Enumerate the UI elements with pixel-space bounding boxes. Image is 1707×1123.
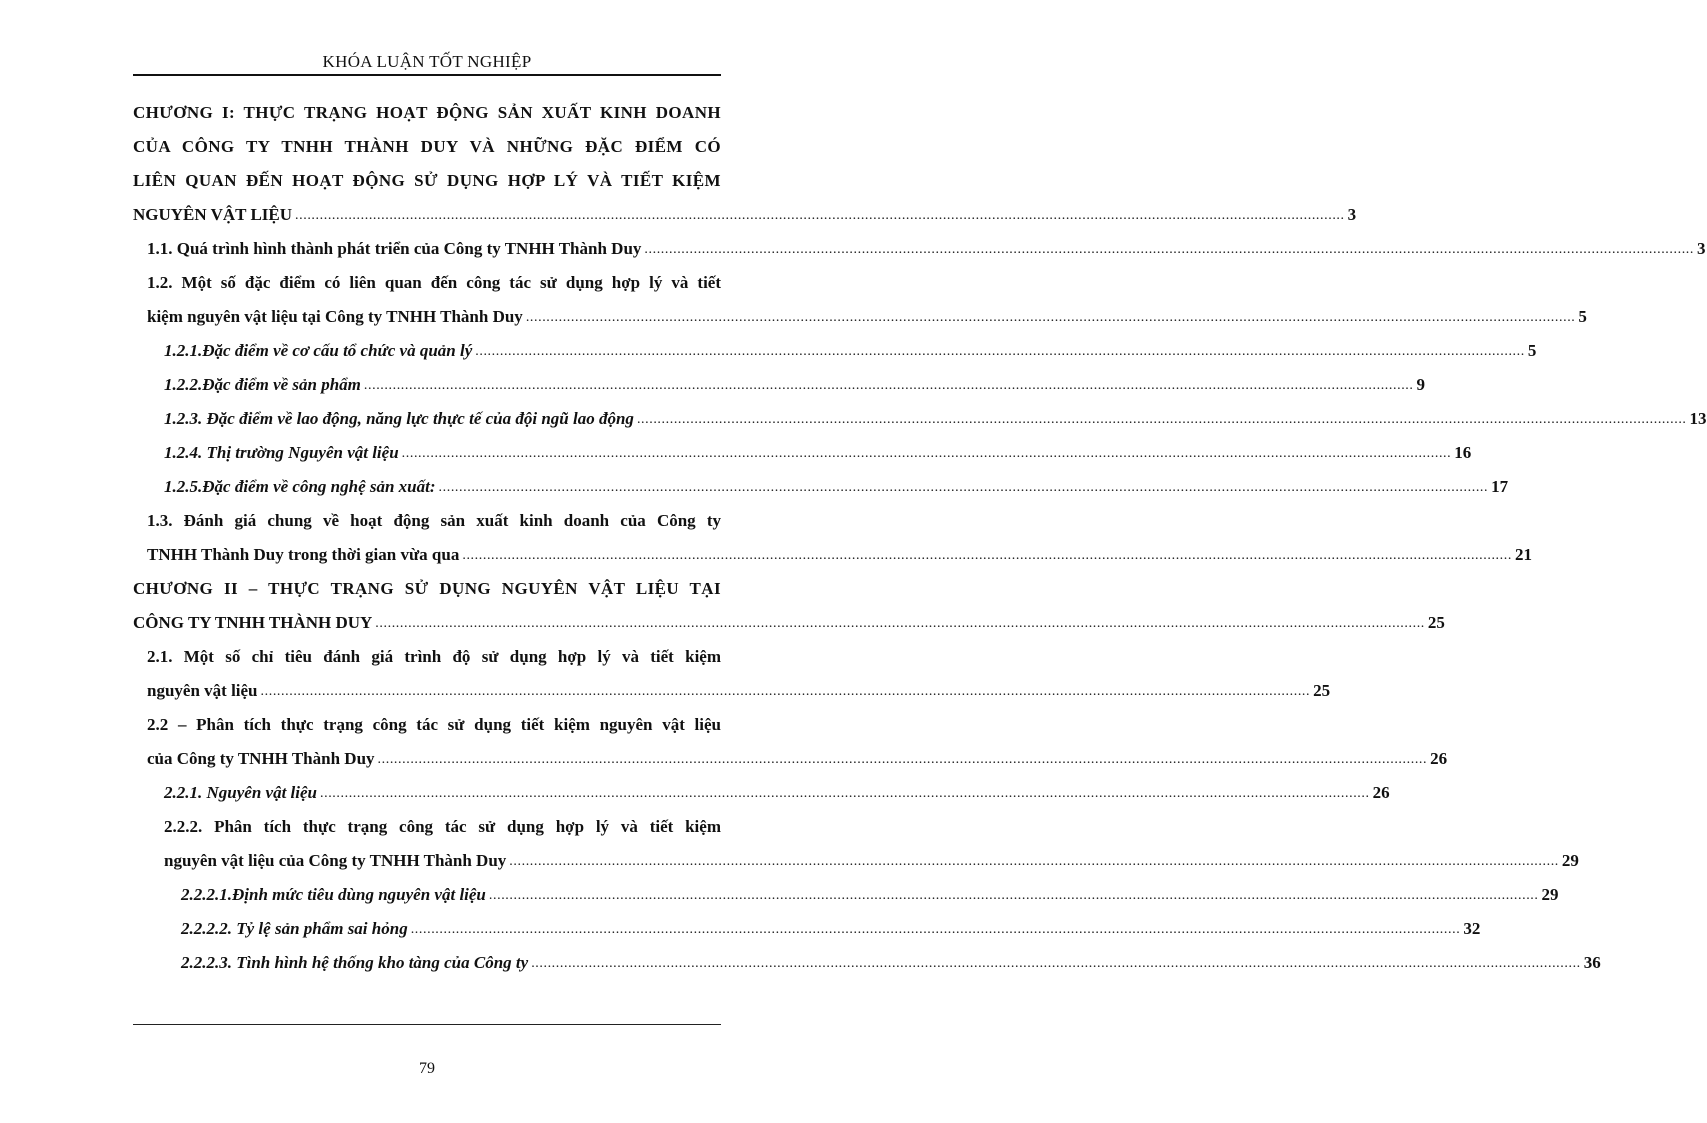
toc-entry-line: 2.1. Một số chỉ tiêu đánh giá trình độ sử dụng hợp lý và tiết kiệm [147, 647, 721, 666]
toc-entry-1-3[interactable] [133, 504, 1532, 572]
toc-entry-2-2-2[interactable] [133, 810, 1579, 878]
toc-entry-title: NGUYÊN VẬT LIỆU [133, 205, 293, 224]
toc-entry-1-2-5[interactable] [133, 470, 1509, 504]
footer-divider [133, 1024, 721, 1025]
toc-entry-1-2-3[interactable] [133, 402, 1707, 436]
dot-leader [320, 777, 1370, 811]
toc-entry-line: 2.2 – Phân tích thực trạng công tác sử dụng tiết kiệm nguyên vật liệu [147, 715, 721, 734]
toc-entry-2-2-2-2[interactable] [133, 912, 1481, 946]
toc-entry-title: kiệm nguyên vật liệu tại Công ty TNHH Thành Duy [147, 307, 523, 326]
toc-entry-line: CHƯƠNG I: THỰC TRẠNG HOẠT ĐỘNG SẢN XUẤT KINH DOANH [133, 103, 721, 122]
toc-page-number: 3 [1697, 239, 1706, 258]
toc-entry-2-2-2-3[interactable] [133, 946, 1601, 980]
toc-entry-title: 2.2.1. Nguyên vật liệu [164, 783, 317, 802]
dot-leader [475, 335, 1525, 369]
toc-page-number: 17 [1491, 477, 1509, 496]
toc-entry-1-2-2[interactable] [133, 368, 1426, 402]
toc-page-number: 29 [1541, 885, 1559, 904]
toc-entry-title: 2.2.2.1.Định mức tiêu dùng nguyên vật liệu [181, 885, 486, 904]
toc-entry-line: CỦA CÔNG TY TNHH THÀNH DUY VÀ NHỮNG ĐẶC ĐIỂM CÓ [133, 137, 721, 156]
toc-page-number: 26 [1372, 783, 1390, 802]
dot-leader [644, 233, 1694, 267]
toc-entry-1-2[interactable] [133, 266, 1587, 334]
toc-entry-title: 2.2.2.3. Tình hình hệ thống kho tàng của Công ty [181, 953, 529, 972]
toc-page-number: 26 [1430, 749, 1448, 768]
toc-entry-title: nguyên vật liệu [147, 681, 258, 700]
toc-page-number: 25 [1313, 681, 1331, 700]
toc-entry-chapter-2[interactable] [133, 572, 1445, 640]
toc-page-number: 36 [1583, 953, 1601, 972]
page-header-title: KHÓA LUẬN TỐT NGHIỆP [322, 52, 532, 71]
toc-entry-2-2-1[interactable] [133, 776, 1390, 810]
toc-page-number: 29 [1561, 851, 1579, 870]
toc-entry-title: 1.1. Quá trình hình thành phát triển của Công ty TNHH Thành Duy [147, 239, 642, 258]
toc-page-number: 9 [1416, 375, 1426, 394]
dot-leader [375, 607, 1425, 641]
toc-entry-line: 1.3. Đánh giá chung về hoạt động sản xuất kinh doanh của Công ty [147, 511, 721, 530]
toc-entry-title: của Công ty TNHH Thành Duy [147, 749, 375, 768]
toc-entry-line: CHƯƠNG II – THỰC TRẠNG SỬ DỤNG NGUYÊN VẬT LIỆU TẠI [133, 579, 721, 598]
toc-page-number: 16 [1454, 443, 1472, 462]
toc-entry-line: 1.2. Một số đặc điểm có liên quan đến công tác sử dụng hợp lý và tiết [147, 273, 721, 292]
toc-entry-title: nguyên vật liệu của Công ty TNHH Thành Duy [164, 851, 507, 870]
toc-page-number: 3 [1347, 205, 1357, 224]
toc-entry-1-2-1[interactable] [133, 334, 1537, 368]
dot-leader [378, 743, 1428, 777]
toc-entry-line: 2.2.2. Phân tích thực trạng công tác sử dụng hợp lý và tiết kiệm [164, 817, 721, 836]
toc-entry-1-2-4[interactable] [133, 436, 1472, 470]
toc-entry-title: TNHH Thành Duy trong thời gian vừa qua [147, 545, 460, 564]
page-number: 79 [419, 1060, 435, 1077]
dot-leader [261, 675, 1311, 709]
dot-leader [462, 539, 1512, 573]
dot-leader [531, 947, 1581, 981]
dot-leader [411, 913, 1461, 947]
toc-entry-chapter-1[interactable] [133, 96, 1357, 232]
toc-entry-2-2-2-1[interactable] [133, 878, 1559, 912]
toc-entry-line: LIÊN QUAN ĐẾN HOẠT ĐỘNG SỬ DỤNG HỢP LÝ VÀ TIẾT KIỆM [133, 171, 721, 190]
toc-entry-2-1[interactable] [133, 640, 1331, 708]
toc-entry-title: 1.2.1.Đặc điểm về cơ cấu tổ chức và quản lý [164, 341, 473, 360]
toc-page-number: 21 [1514, 545, 1532, 564]
toc-entry-title: 2.2.2.2. Tỷ lệ sản phẩm sai hỏng [181, 919, 408, 938]
toc-entry-2-2[interactable] [133, 708, 1448, 776]
dot-leader [637, 403, 1687, 437]
table-of-contents [133, 96, 1707, 980]
toc-entry-title: 1.2.2.Đặc điểm về sản phẩm [164, 375, 361, 394]
toc-page-number: 32 [1463, 919, 1481, 938]
toc-page-number: 5 [1527, 341, 1537, 360]
dot-leader [364, 369, 1414, 403]
header-divider [133, 74, 721, 76]
dot-leader [526, 301, 1576, 335]
dot-leader [402, 437, 1452, 471]
toc-entry-title: 1.2.5.Đặc điểm về công nghệ sản xuất: [164, 477, 436, 496]
toc-page-number: 5 [1578, 307, 1587, 326]
toc-page-number: 13 [1689, 409, 1707, 428]
dot-leader [489, 879, 1539, 913]
toc-page-number: 25 [1427, 613, 1445, 632]
toc-entry-title: 1.2.3. Đặc điểm về lao động, năng lực thực tế của đội ngũ lao động [164, 409, 634, 428]
dot-leader [509, 845, 1559, 879]
dot-leader [439, 471, 1489, 505]
toc-entry-title: CÔNG TY TNHH THÀNH DUY [133, 613, 373, 632]
toc-entry-1-1[interactable] [133, 232, 1706, 266]
toc-entry-title: 1.2.4. Thị trường Nguyên vật liệu [164, 443, 399, 462]
dot-leader [295, 199, 1345, 233]
